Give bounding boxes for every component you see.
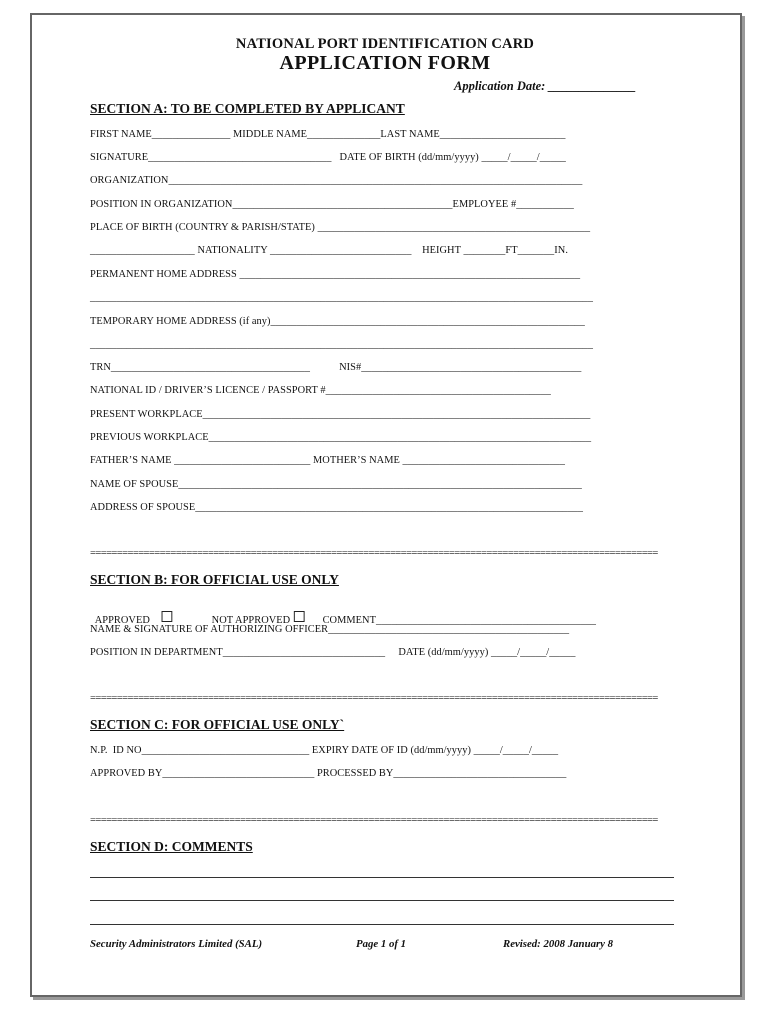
comment-field[interactable]: COMMENT__________________________________________ bbox=[322, 615, 597, 626]
application-date-field[interactable]: Application Date: ______________ bbox=[454, 79, 636, 93]
place-of-birth-line[interactable]: PLACE OF BIRTH (COUNTRY & PARISH/STATE) ____________________________________________________ bbox=[90, 222, 591, 233]
signature-dob-line[interactable]: SIGNATURE___________________________________ DATE OF BIRTH (dd/mm/yyyy) _____/_____/_____ bbox=[90, 152, 566, 163]
spouse-address-line[interactable]: ADDRESS OF SPOUSE__________________________________________________________________________ bbox=[90, 502, 584, 513]
permanent-address-continuation[interactable]: ________________________________________________________________________________________________ bbox=[90, 292, 594, 303]
section-separator: ========================================================================================================== bbox=[90, 693, 658, 704]
form-title-line1: NATIONAL PORT IDENTIFICATION CARD bbox=[235, 36, 535, 52]
not-approved-label: NOT APPROVED bbox=[211, 615, 291, 626]
not-approved-checkbox[interactable] bbox=[294, 611, 305, 622]
comment-line[interactable] bbox=[90, 924, 674, 925]
national-id-line[interactable]: NATIONAL ID / DRIVER’S LICENCE / PASSPORT #___________________________________________ bbox=[90, 385, 551, 396]
position-employee-line[interactable]: POSITION IN ORGANIZATION__________________________________________EMPLOYEE #___________ bbox=[90, 199, 574, 210]
approved-label: APPROVED bbox=[94, 615, 150, 626]
previous-workplace-line[interactable]: PREVIOUS WORKPLACE_________________________________________________________________________ bbox=[90, 432, 592, 443]
form-title-line2: APPLICATION FORM bbox=[279, 52, 491, 74]
temporary-address-line[interactable]: TEMPORARY HOME ADDRESS (if any)____________________________________________________________ bbox=[90, 316, 585, 327]
section-c-heading: SECTION C: FOR OFFICIAL USE ONLY` bbox=[90, 717, 345, 732]
temporary-address-continuation[interactable]: ________________________________________________________________________________________________ bbox=[90, 339, 594, 350]
comment-line[interactable] bbox=[90, 877, 674, 878]
approved-checkbox[interactable] bbox=[162, 611, 173, 622]
footer-page-number: Page 1 of 1 bbox=[356, 938, 407, 950]
present-workplace-line[interactable]: PRESENT WORKPLACE__________________________________________________________________________ bbox=[90, 409, 591, 420]
section-separator: ========================================================================================================== bbox=[90, 815, 658, 826]
section-separator: ========================================================================================================== bbox=[90, 548, 658, 559]
permanent-address-line[interactable]: PERMANENT HOME ADDRESS _________________________________________________________________ bbox=[90, 269, 581, 280]
section-a-heading: SECTION A: TO BE COMPLETED BY APPLICANT bbox=[90, 101, 405, 116]
name-fields-line[interactable]: FIRST NAME_______________ MIDDLE NAME______________LAST NAME________________________ bbox=[90, 129, 566, 140]
footer-company: Security Administrators Limited (SAL) bbox=[90, 938, 263, 950]
authorizing-officer-line[interactable]: NAME & SIGNATURE OF AUTHORIZING OFFICER______________________________________________ bbox=[90, 624, 570, 635]
section-d-heading: SECTION D: COMMENTS bbox=[90, 839, 253, 854]
position-date-line[interactable]: POSITION IN DEPARTMENT_______________________________ DATE (dd/mm/yyyy) _____/_____/_____ bbox=[90, 647, 576, 658]
np-id-expiry-line[interactable]: N.P. ID NO________________________________ EXPIRY DATE OF ID (dd/mm/yyyy) _____/_____/_____ bbox=[90, 745, 559, 756]
approved-processed-line[interactable]: APPROVED BY_____________________________ PROCESSED BY_________________________________ bbox=[90, 768, 567, 779]
section-b-heading: SECTION B: FOR OFFICIAL USE ONLY bbox=[90, 572, 339, 587]
trn-nis-line[interactable]: TRN______________________________________ NIS#__________________________________________ bbox=[90, 362, 582, 373]
organization-line[interactable]: ORGANIZATION_______________________________________________________________________________ bbox=[90, 175, 583, 186]
spouse-name-line[interactable]: NAME OF SPOUSE_____________________________________________________________________________ bbox=[90, 479, 582, 490]
comment-line[interactable] bbox=[90, 900, 674, 901]
nationality-height-line[interactable]: ____________________ NATIONALITY ___________________________ HEIGHT ________FT_______IN. bbox=[90, 245, 568, 256]
parents-names-line[interactable]: FATHER’S NAME __________________________ MOTHER’S NAME _______________________________ bbox=[90, 455, 565, 466]
footer-revision: Revised: 2008 January 8 bbox=[503, 938, 614, 950]
approval-row bbox=[90, 600, 678, 626]
